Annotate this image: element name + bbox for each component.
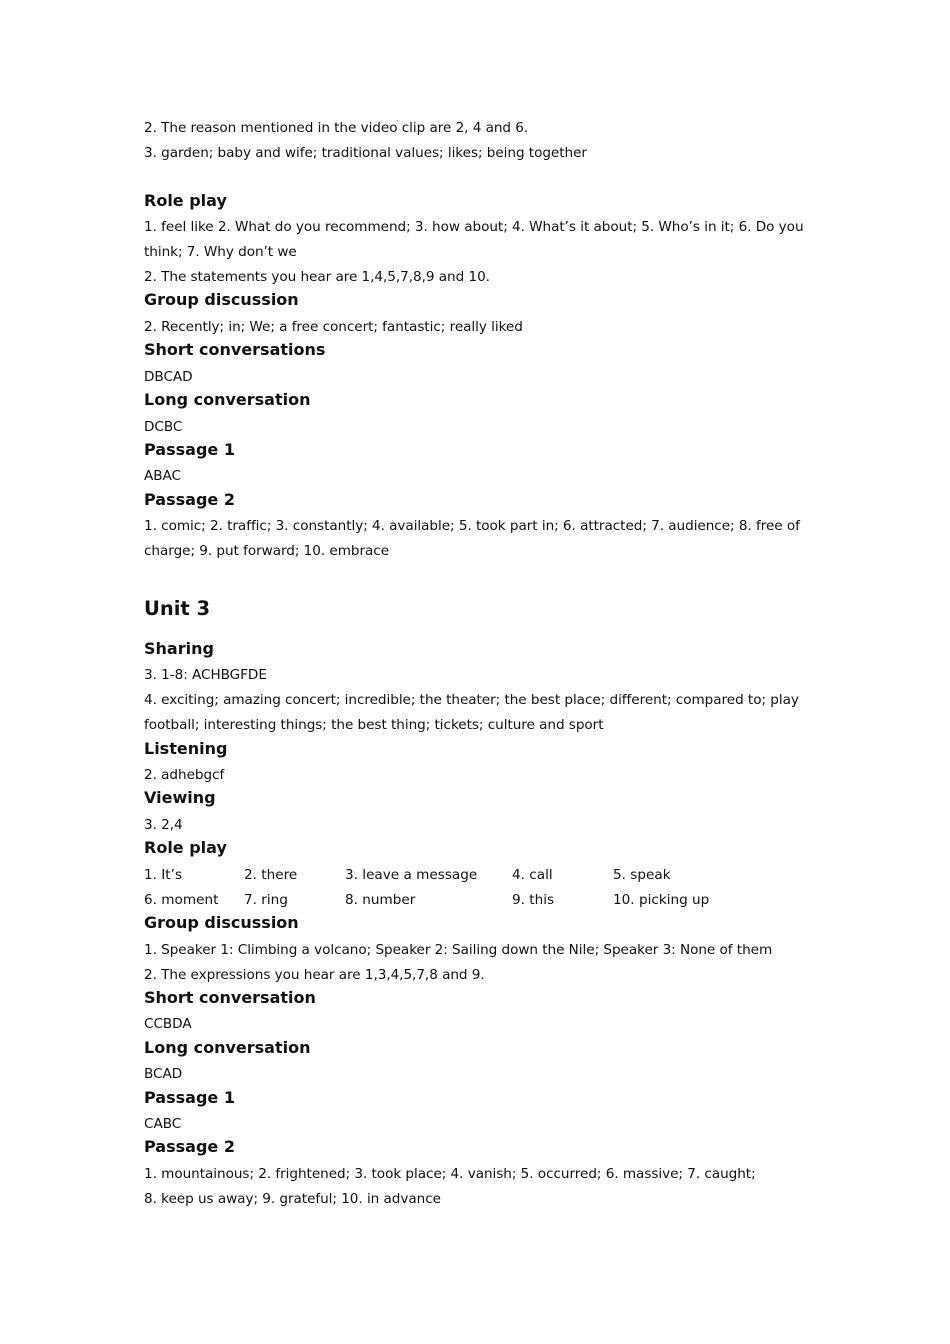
section-heading-listening: Listening: [144, 739, 228, 758]
section-heading-passage-1: Passage 1: [144, 1088, 235, 1107]
table-cell: 8. number: [345, 892, 416, 908]
answer-line: 1. mountainous; 2. frightened; 3. took place; 4. vanish; 5. occurred; 6. massive; 7. caught;: [144, 1166, 756, 1182]
table-cell: 7. ring: [244, 892, 288, 908]
section-heading-role-play: Role play: [144, 191, 227, 210]
answer-line: 4. exciting; amazing concert; incredible; the theater; the best place; different; compared to; play: [144, 692, 799, 708]
answer-line: ABAC: [144, 468, 181, 484]
answer-line: 3. garden; baby and wife; traditional values; likes; being together: [144, 145, 587, 161]
section-heading-sharing: Sharing: [144, 639, 214, 658]
table-cell: 9. this: [512, 892, 555, 908]
answer-line: 3. 1-8: ACHBGFDE: [144, 667, 267, 683]
section-heading-short-conversation: Short conversation: [144, 988, 316, 1007]
section-heading-group-discussion: Group discussion: [144, 913, 299, 932]
answer-line: 1. comic; 2. traffic; 3. constantly; 4. available; 5. took part in; 6. attracted; 7. audience; 8. free of: [144, 518, 800, 534]
answer-line: BCAD: [144, 1066, 183, 1082]
section-heading-role-play: Role play: [144, 838, 227, 857]
answer-line: 8. keep us away; 9. grateful; 10. in advance: [144, 1191, 441, 1207]
table-cell: 10. picking up: [613, 892, 710, 908]
answer-line: 1. Speaker 1: Climbing a volcano; Speaker 2: Sailing down the Nile; Speaker 3: None of them: [144, 942, 773, 958]
answer-line: think; 7. Why don’t we: [144, 244, 297, 260]
answer-line: 2. The statements you hear are 1,4,5,7,8,9 and 10.: [144, 269, 490, 285]
section-heading-passage-2: Passage 2: [144, 490, 235, 509]
answer-line: 2. The reason mentioned in the video clip are 2, 4 and 6.: [144, 120, 529, 136]
answer-line: DBCAD: [144, 369, 193, 385]
table-cell: 6. moment: [144, 892, 219, 908]
answer-line: 1. feel like 2. What do you recommend; 3. how about; 4. What’s it about; 5. Who’s in it; 6. Do you: [144, 219, 804, 235]
table-cell: 1. It’s: [144, 867, 183, 883]
answer-line: CABC: [144, 1116, 182, 1132]
answer-line: 2. adhebgcf: [144, 767, 225, 783]
answer-line: charge; 9. put forward; 10. embrace: [144, 543, 390, 559]
answer-line: 3. 2,4: [144, 817, 183, 833]
section-heading-passage-2: Passage 2: [144, 1137, 235, 1156]
answer-line: CCBDA: [144, 1016, 192, 1032]
answer-line: 2. Recently; in; We; a free concert; fantastic; really liked: [144, 319, 523, 335]
table-cell: 5. speak: [613, 867, 671, 883]
unit-title: Unit 3: [144, 597, 211, 620]
table-cell: 3. leave a message: [345, 867, 478, 883]
section-heading-passage-1: Passage 1: [144, 440, 235, 459]
section-heading-short-conversations: Short conversations: [144, 340, 326, 359]
section-heading-viewing: Viewing: [144, 788, 216, 807]
answer-line: 2. The expressions you hear are 1,3,4,5,7,8 and 9.: [144, 967, 485, 983]
answer-line: DCBC: [144, 419, 183, 435]
section-heading-long-conversation: Long conversation: [144, 390, 311, 409]
table-cell: 4. call: [512, 867, 553, 883]
answer-line: football; interesting things; the best thing; tickets; culture and sport: [144, 717, 604, 733]
section-heading-long-conversation: Long conversation: [144, 1038, 311, 1057]
table-cell: 2. there: [244, 867, 298, 883]
section-heading-group-discussion: Group discussion: [144, 290, 299, 309]
